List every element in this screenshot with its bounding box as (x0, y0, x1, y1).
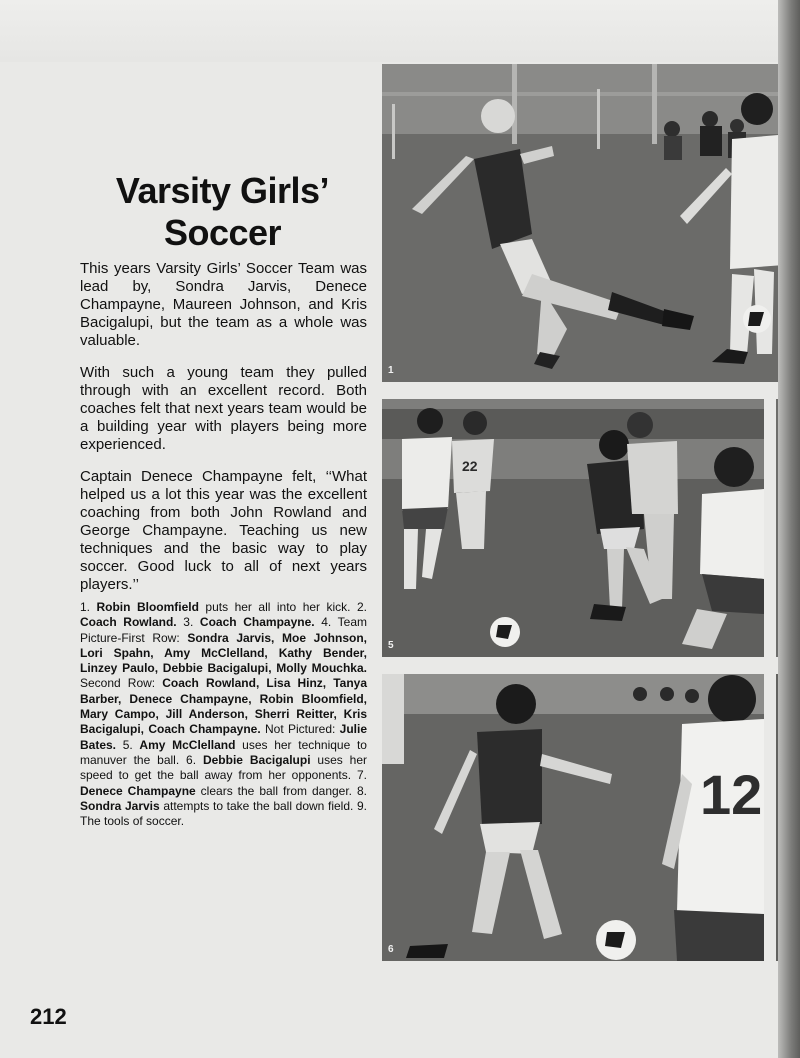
caption-text: Second Row: (80, 676, 163, 691)
photo-5 (382, 399, 764, 657)
caption-text: attempts to take the ball down field. 9. The tools of soccer. (80, 798, 367, 829)
caption-text: 4. Team Picture-First Row: (80, 615, 367, 645)
paragraph-3: Captain Denece Champayne felt, ‘‘What helped us a lot this year was the excellent coaching from both John Rowland and George Champayne. Teaching us new techniques and the basic way to play soccer. Good luck to all of next years players.’’ (80, 468, 367, 593)
paragraph-2: With such a young team they pulled through with an excellent record. Both coaches felt that next years team would be a building year with players being more experienced. (80, 364, 367, 453)
page-number: 212 (30, 1004, 67, 1029)
caption-text: 5. (116, 737, 140, 752)
jersey-22-text: 22 (462, 458, 478, 474)
caption-name: Debbie Bacigalupi (202, 752, 311, 767)
photo-6-image (382, 674, 764, 961)
title-line-1: Varsity Girls’ (115, 170, 330, 211)
paragraph-1: This years Varsity Girls’ Soccer Team was lead by, Sondra Jarvis, Denece Champayne, Maureen Johnson, and Kris Bacigalupi, but the team as a whole was valuable. (80, 260, 367, 349)
caption-text: puts her all into her kick. 2. (198, 600, 367, 614)
photo-1-number: 1 (388, 365, 394, 376)
photo-captions (80, 600, 367, 829)
title-line-2: Soccer (163, 212, 282, 253)
caption-text: 1. (80, 600, 97, 614)
caption-text: clears the ball from danger. 8. (195, 783, 368, 798)
caption-text: 3. (176, 615, 200, 630)
caption-name: Denece Champayne (80, 783, 196, 798)
caption-text: uses her technique to manuver the ball. 6. (80, 737, 367, 767)
caption-name: Sondra Jarvis (80, 798, 160, 813)
photo-6 (382, 674, 764, 961)
caption-name: Coach Rowland, Lisa Hinz, Tanya Barber, Denece Champayne, Robin Bloomfield, Mary Campo, Jill Anderson, Sherri Reitter, Kris Bacigalupi, Coach Champayne. (80, 676, 367, 737)
photo-5-number: 5 (388, 640, 394, 651)
photo-5-image (382, 399, 764, 657)
caption-text: uses her speed to get the ball away from her opponents. 7. (80, 752, 367, 783)
caption-name: Coach Rowland. (80, 615, 177, 630)
caption-name: Robin Bloomfield (96, 600, 199, 614)
photo-6-number: 6 (388, 944, 394, 955)
caption-name: Amy McClelland (139, 737, 236, 752)
page-title (80, 170, 365, 254)
caption-name: Coach Champayne. (199, 615, 315, 630)
jersey-12-text: 12 (700, 763, 763, 826)
book-binding-shadow (778, 0, 800, 1058)
page-top-shade (0, 0, 800, 62)
caption-name: Julie Bates. (80, 722, 367, 752)
photo-1 (382, 64, 798, 382)
caption-text: Not Pictured: (260, 722, 340, 737)
caption-name: Sondra Jarvis, Moe Johnson, Lori Spahn, Amy McClelland, Kathy Bender, Linzey Paulo, Debbie Bacigalupi, Molly Mouchka. (80, 630, 367, 676)
photo-1-image (382, 64, 798, 382)
